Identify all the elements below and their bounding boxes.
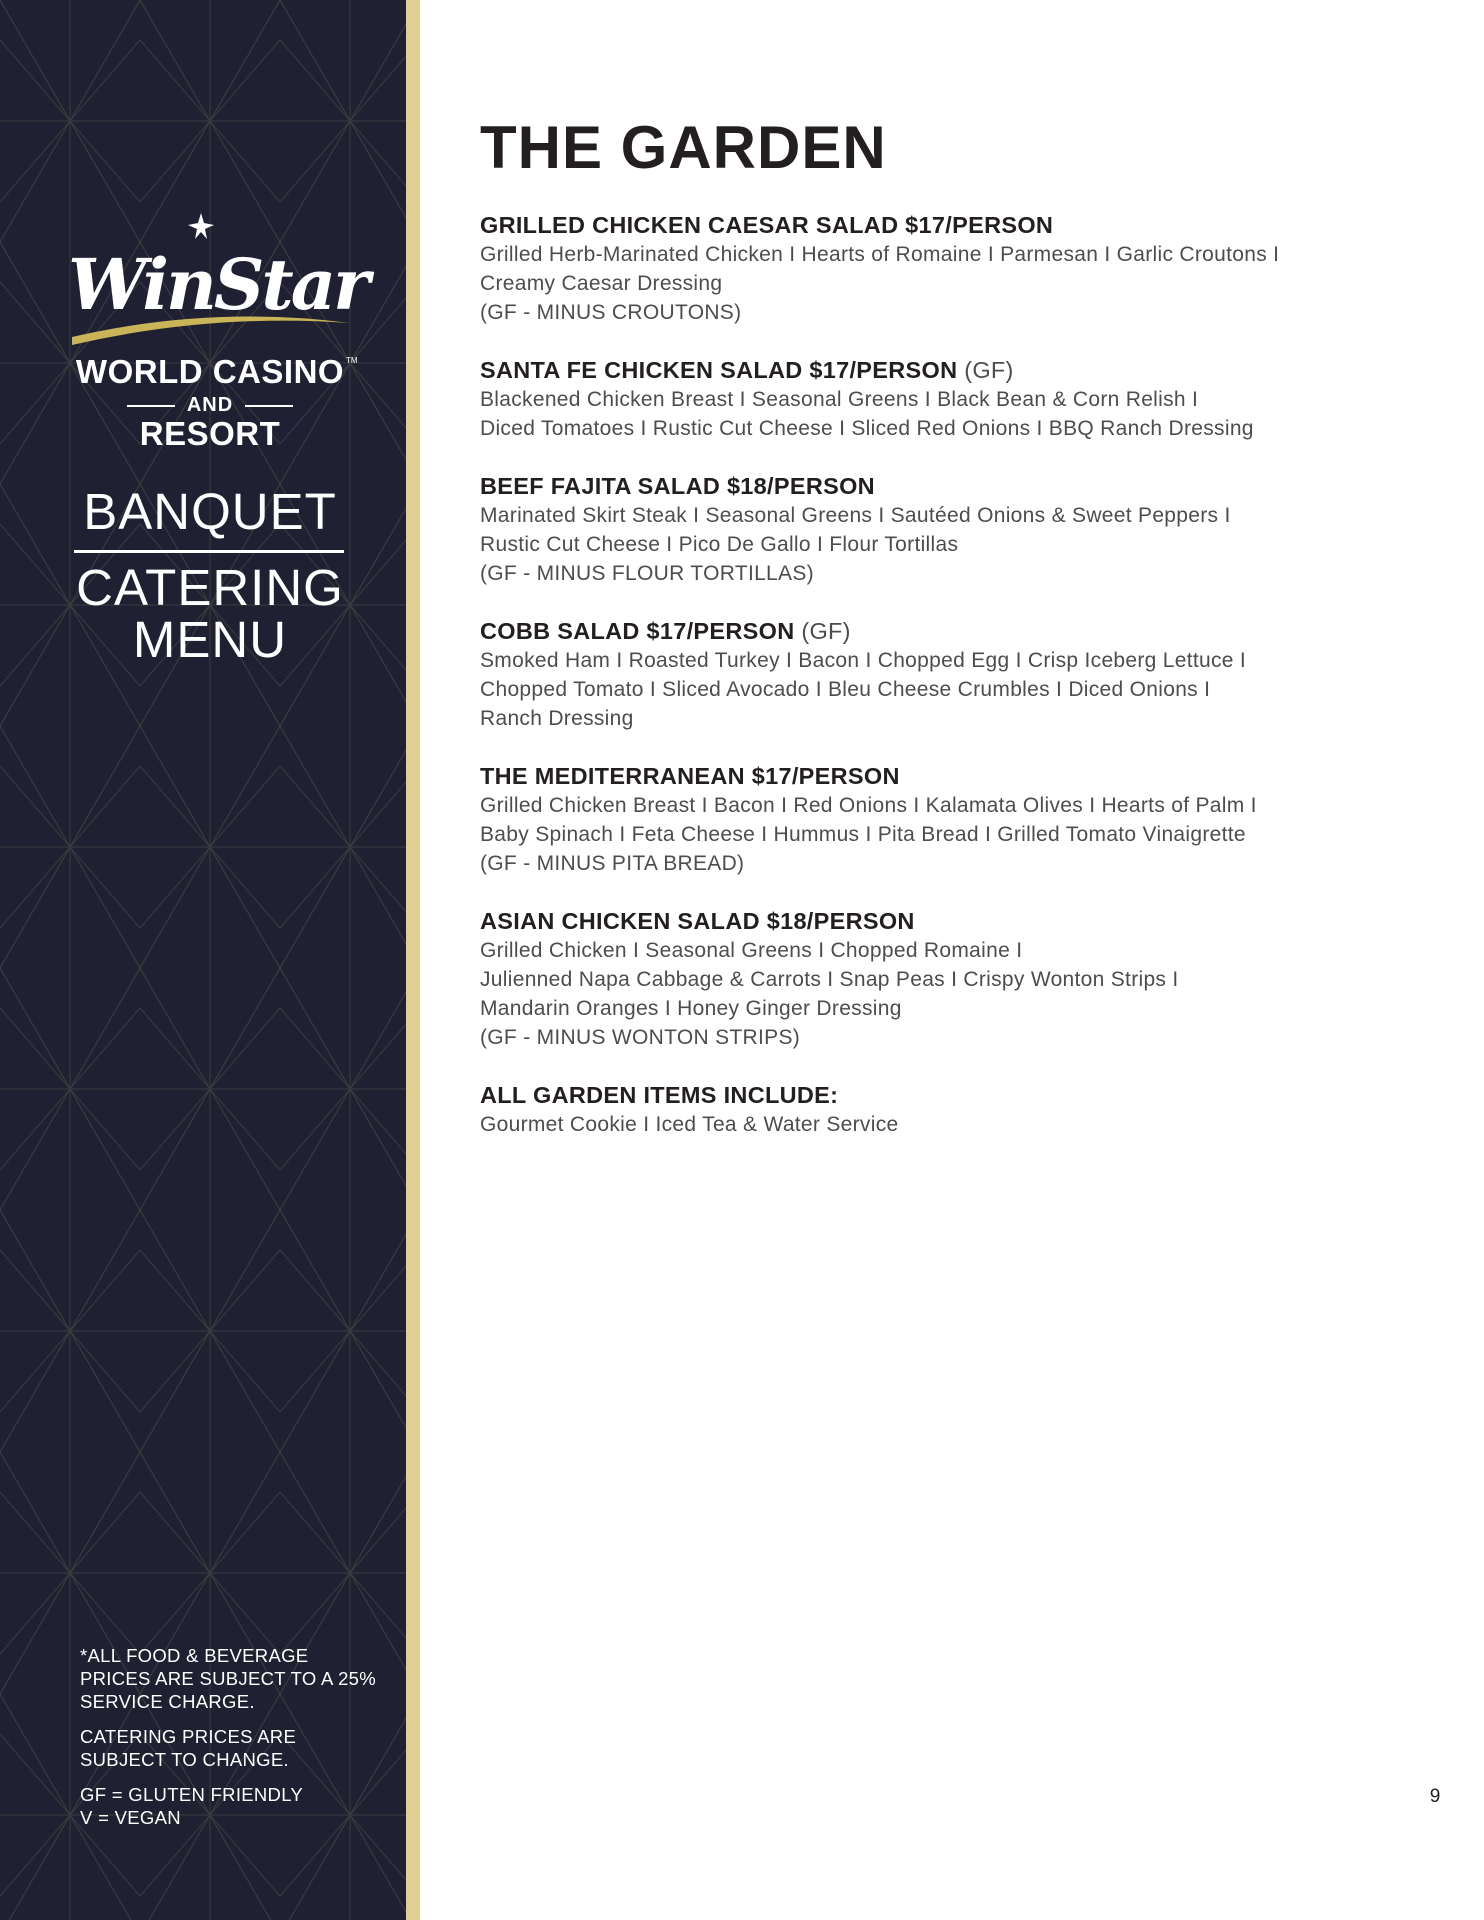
menu-item-description-line: Grilled Chicken Breast I Bacon I Red Onions I Kalamata Olives I Hearts of Palm I (480, 794, 1257, 817)
sidebar-title-catering: CATERING (76, 559, 344, 616)
menu-item-heading (480, 616, 1400, 646)
logo-world-casino: WORLD CASINO (75, 353, 345, 390)
menu-content (480, 108, 1400, 1139)
disclaimer-legend: GF = GLUTEN FRIENDLY V = VEGAN (80, 1784, 304, 1828)
menu-item-description-line: Julienned Napa Cabbage & Carrots I Snap Peas I Crispy Wonton Strips I (480, 968, 1179, 991)
menu-item-heading (480, 906, 1400, 936)
menu-item-description-line: Grilled Herb-Marinated Chicken I Hearts of Romaine I Parmesan I Garlic Croutons I (480, 243, 1280, 266)
menu-item-name: ALL GARDEN ITEMS INCLUDE: (480, 1082, 839, 1108)
menu-item-heading (480, 471, 1400, 501)
menu-item-gf-note: (GF) (794, 618, 851, 644)
menu-item-name: THE MEDITERRANEAN $17/PERSON (480, 763, 900, 789)
menu-item-heading (480, 761, 1400, 791)
menu-item-description-line: (GF - MINUS FLOUR TORTILLAS) (480, 562, 814, 585)
disclaimer-price-change: CATERING PRICES ARE SUBJECT TO CHANGE. (80, 1726, 297, 1770)
menu-item-name: ASIAN CHICKEN SALAD $18/PERSON (480, 908, 915, 934)
disclaimer-service-charge: *ALL FOOD & BEVERAGE PRICES ARE SUBJECT TO A 25% SERVICE CHARGE. (80, 1645, 376, 1712)
menu-item-description-line: (GF - MINUS PITA BREAD) (480, 852, 745, 875)
menu-items-list (480, 210, 1400, 1139)
menu-item-description-line: Smoked Ham I Roasted Turkey I Bacon I Chopped Egg I Crisp Iceberg Lettuce I (480, 649, 1247, 672)
gold-divider-stripe (406, 0, 420, 1920)
menu-item-heading (480, 355, 1400, 385)
menu-item (480, 616, 1400, 733)
menu-item-description-line: Ranch Dressing (480, 707, 634, 730)
menu-item (480, 471, 1400, 588)
menu-item-description-line: Diced Tomatoes I Rustic Cut Cheese I Sliced Red Onions I BBQ Ranch Dressing (480, 417, 1254, 440)
menu-item-description-line: Creamy Caesar Dressing (480, 272, 723, 295)
menu-item-name: GRILLED CHICKEN CAESAR SALAD $17/PERSON (480, 212, 1054, 238)
menu-item-description-line: Mandarin Oranges I Honey Ginger Dressing (480, 997, 902, 1020)
menu-item-description-line: Rustic Cut Cheese I Pico De Gallo I Flour Tortillas (480, 533, 959, 556)
sidebar-title-banquet: BANQUET (83, 483, 337, 540)
sidebar (0, 0, 406, 1920)
menu-item (480, 210, 1400, 327)
logo-and: AND (60, 393, 360, 417)
menu-item-description-line: Grilled Chicken I Seasonal Greens I Chopped Romaine I (480, 939, 1023, 962)
menu-item (480, 1080, 1400, 1139)
menu-item-description-line: (GF - MINUS CROUTONS) (480, 301, 742, 324)
sidebar-title-catering-menu (0, 559, 406, 668)
logo-star-icon (188, 213, 214, 239)
winstar-logo (60, 205, 367, 455)
menu-item-description-line: Chopped Tomato I Sliced Avocado I Bleu Cheese Crumbles I Diced Onions I (480, 678, 1211, 701)
logo-script-wordmark: WinStar (68, 243, 367, 326)
menu-item-gf-note: (GF) (957, 357, 1014, 383)
menu-item-heading (480, 210, 1400, 240)
menu-item (480, 761, 1400, 878)
logo-resort: RESORT (139, 415, 281, 452)
page-number: 9 (1429, 1786, 1441, 1807)
menu-item (480, 906, 1400, 1052)
logo-trademark: TM (346, 356, 358, 365)
menu-item-description-line: (GF - MINUS WONTON STRIPS) (480, 1026, 801, 1049)
menu-item-description-line: Baby Spinach I Feta Cheese I Hummus I Pita Bread I Grilled Tomato Vinaigrette (480, 823, 1246, 846)
menu-item-name: SANTA FE CHICKEN SALAD $17/PERSON (480, 357, 958, 383)
menu-item-description-line: Marinated Skirt Steak I Seasonal Greens I Sautéed Onions & Sweet Peppers I (480, 504, 1231, 527)
menu-item-name: COBB SALAD $17/PERSON (480, 618, 795, 644)
menu-item-description-line: Blackened Chicken Breast I Seasonal Greens I Black Bean & Corn Relish I (480, 388, 1199, 411)
menu-item (480, 355, 1400, 443)
pricing-disclaimer (80, 1644, 380, 1841)
page-title: THE GARDEN (480, 114, 887, 181)
menu-item-name: BEEF FAJITA SALAD $18/PERSON (480, 473, 875, 499)
sidebar-title-menu: MENU (132, 611, 288, 668)
menu-item-description-line: Gourmet Cookie I Iced Tea & Water Service (480, 1113, 899, 1136)
menu-item-heading (480, 1080, 1400, 1110)
sidebar-title-divider (74, 550, 344, 553)
